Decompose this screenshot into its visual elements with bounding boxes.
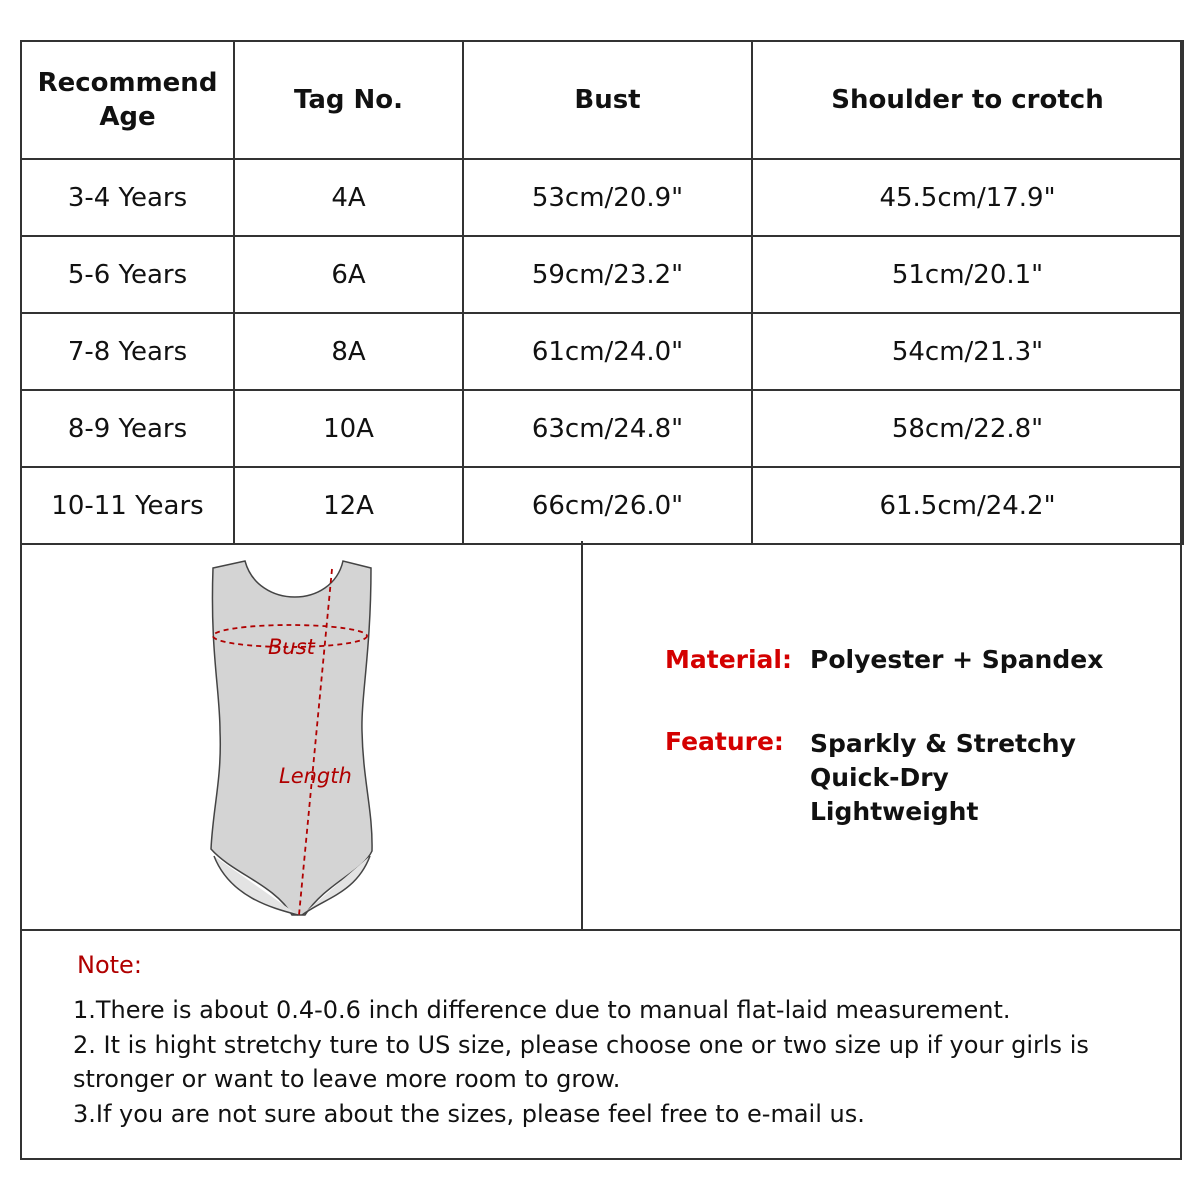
- cell-tag: 8A: [234, 313, 463, 390]
- note-title: Note:: [77, 951, 142, 979]
- leotard-illustration-panel: [20, 541, 583, 931]
- table-row: [21, 467, 1183, 544]
- table-row: [21, 159, 1183, 236]
- material-value: Polyester + Spandex: [810, 645, 1104, 674]
- list-item: Quick-Dry: [810, 763, 949, 792]
- cell-age: 5-6 Years: [21, 236, 234, 313]
- specs-panel: [584, 541, 1182, 931]
- cell-tag: 4A: [234, 159, 463, 236]
- leotard-body-shape: [211, 561, 372, 915]
- header-tag: Tag No.: [234, 41, 463, 159]
- table-header-row: [21, 41, 1183, 159]
- list-item: 3.If you are not sure about the sizes, please feel free to e-mail us.: [73, 1099, 865, 1128]
- bust-label: Bust: [268, 635, 315, 659]
- size-table: [20, 40, 1184, 545]
- cell-length: 61.5cm/24.2": [752, 467, 1183, 544]
- cell-age: 7-8 Years: [21, 313, 234, 390]
- cell-bust: 63cm/24.8": [463, 390, 752, 467]
- table-row: [21, 390, 1183, 467]
- cell-age: 3-4 Years: [21, 159, 234, 236]
- cell-bust: 61cm/24.0": [463, 313, 752, 390]
- cell-age: 10-11 Years: [21, 467, 234, 544]
- cell-bust: 53cm/20.9": [463, 159, 752, 236]
- list-item: Sparkly & Stretchy: [810, 729, 1076, 758]
- cell-length: 58cm/22.8": [752, 390, 1183, 467]
- header-age: Recommend Age: [21, 41, 234, 159]
- cell-age: 8-9 Years: [21, 390, 234, 467]
- table-row: [21, 313, 1183, 390]
- table-row: [21, 236, 1183, 313]
- note-list: [73, 993, 1153, 1131]
- cell-bust: 59cm/23.2": [463, 236, 752, 313]
- cell-length: 54cm/21.3": [752, 313, 1183, 390]
- leotard-diagram: [20, 541, 581, 931]
- notes-section: [20, 931, 1182, 1160]
- feature-list: [810, 727, 1076, 829]
- cell-bust: 66cm/26.0": [463, 467, 752, 544]
- material-label: Material:: [665, 645, 792, 674]
- header-length: Shoulder to crotch: [752, 41, 1183, 159]
- list-item: Lightweight: [810, 797, 979, 826]
- cell-tag: 6A: [234, 236, 463, 313]
- feature-label: Feature:: [665, 727, 784, 756]
- list-item: 2. It is hight stretchy ture to US size, please choose one or two size up if your girls is stronger or want to leave more room to grow.: [73, 1030, 1089, 1093]
- cell-length: 45.5cm/17.9": [752, 159, 1183, 236]
- cell-tag: 12A: [234, 467, 463, 544]
- list-item: 1.There is about 0.4-0.6 inch difference due to manual flat-laid measurement.: [73, 996, 1011, 1024]
- header-bust: Bust: [463, 41, 752, 159]
- cell-length: 51cm/20.1": [752, 236, 1183, 313]
- length-label: Length: [279, 764, 352, 788]
- cell-tag: 10A: [234, 390, 463, 467]
